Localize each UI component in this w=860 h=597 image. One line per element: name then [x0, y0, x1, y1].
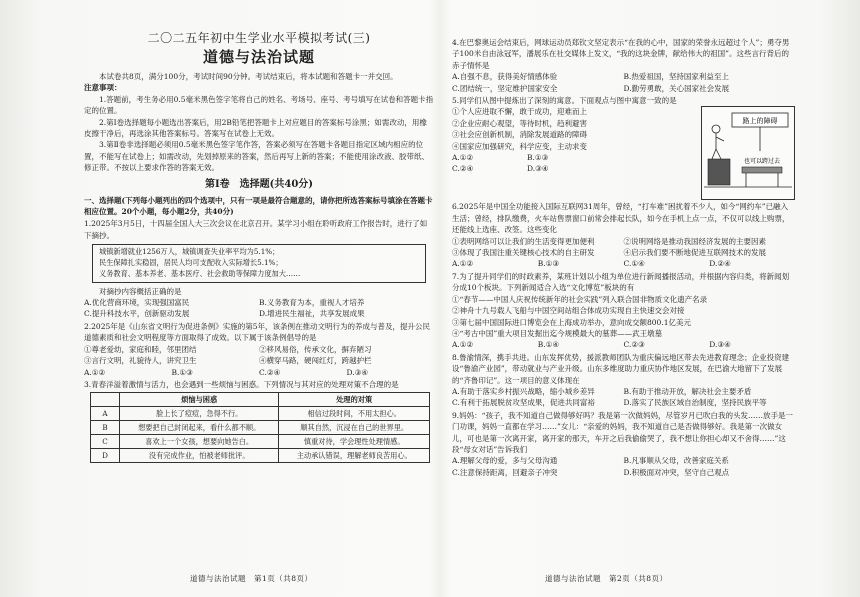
table-row	[91, 449, 430, 463]
question-5-list	[452, 106, 695, 200]
option-b: B.①④	[537, 340, 560, 350]
option-d: D.③④	[709, 340, 731, 350]
row-label: B	[91, 421, 120, 435]
question-1-prompt: 对摘抄内容概括正确的是	[99, 286, 182, 296]
question-4-options	[452, 71, 795, 94]
statement-item: ②企业应耐心观望，等待时机，趋利避害	[452, 118, 587, 128]
row-label: A	[91, 407, 120, 421]
statement-item: ④启示我们要不断地促进互联网技术的发展	[623, 248, 766, 258]
statement-item: ②移风易俗，传承文化，摒弃陋习	[259, 344, 372, 354]
cartoon-bottom-label: 也可以跨过去	[743, 158, 781, 166]
statement-item: ④国家应加强研究，科学应变，主动求变	[452, 141, 587, 151]
option-d: D.勤劳勇敢，关心国家社会发展	[623, 83, 730, 93]
option-d: D.落实了民族区域自治制度，坚持民族平等	[623, 398, 767, 408]
page-2	[452, 37, 795, 478]
table-header: 处理的对策	[279, 393, 430, 407]
page-2-footer: 道德与法治试题 第2页（共8页）	[545, 574, 668, 583]
statement-item: ②神舟十九号载人飞船与中国空间站组合体成功实现自主快速交会对接	[452, 306, 685, 316]
table-row	[91, 421, 430, 435]
excerpt-line: 民生保障扎实稳固，居民人均可支配收入实际增长5.1%；	[99, 258, 283, 268]
question-5-body	[452, 106, 795, 200]
option-d: D.积极面对冲突，坚守自己观点	[623, 467, 730, 477]
exam-title: 二〇二五年初中生学业水平模拟考试(三)	[147, 31, 371, 45]
option-b: B.义务教育为本，重视人才培养	[259, 298, 365, 308]
statement-item: ④横穿马路，硬闯红灯，跨越护栏	[259, 356, 372, 366]
option-a: A.优化营商环境，实现强国富民	[84, 298, 190, 308]
page-1	[84, 30, 434, 463]
question-7-options	[452, 339, 795, 350]
note-item: 2.第Ⅰ卷选择题每小题选出答案后，用2B铅笔把答题卡上对应题目的答案标号涂黑；如需改动，用橡皮擦干净后，再选涂其他答案标号。答案写在试卷上无效。	[84, 117, 427, 139]
option-c: C.①④	[623, 259, 645, 269]
option-c: C.提升科技水平，创新驱动发展	[84, 309, 190, 319]
question-2-stem: 2.2025年是《山东省文明行为促进条例》实施的第5年，该条例在推动文明行为的养成与普及，提升公民道德素质和社会文明程度等方面取得了成效。以下属于该条例倡导的是	[84, 321, 431, 343]
question-8-stem: 8.鲁渝情深，携手共进。山东发挥优势，援派教师团队为重庆偏远地区带去先进教育理念；企业投资建设“鲁渝产业园”，带动就业与产业升级。山东多维度助力重庆协作地区发展，在巴渝大地留下了发展的“齐鲁印记”。这一项目的意义体现在	[452, 352, 790, 385]
option-a: A.有助于落实乡村振兴战略，缩小城乡差异	[452, 386, 595, 396]
option-c: C.②③	[623, 340, 645, 350]
option-a: A.自强不息，获得美好情感体验	[452, 72, 558, 82]
statement-item: ②说明网络是推动我国经济发展的主要因素	[623, 236, 766, 246]
option-a: A.①②	[452, 153, 474, 163]
solution-cell: 顺其自然，沉浸在自己的世界里。	[279, 421, 430, 435]
option-c: C.注意保持距离，回避亲子冲突	[452, 467, 558, 477]
note-item: 3.第Ⅱ卷非选择题必须用0.5毫米黑色签字笔作答，答案必须写在答题卡各题目指定区域内相应的位置，不能写在试卷上；如需改动，先划掉原来的答案，然后再写上新的答案；不能使用涂改液、胶带纸、修正带。不按以上要求作答的答案无效。	[84, 140, 429, 173]
statement-item: ①表明网络可以让我们的生活变得更加便利	[452, 236, 595, 246]
question-9-stem: 9.妈妈：“孩子，我不知道自己做得够好吗？我是第一次做妈妈，尽管岁月已吹白我的头发……放手是一门功课，妈妈一直都在学习……”女儿：“亲爱的妈妈，我不知道自己是否做得够好。我是第一次做女儿，可也是第一次离开家，离开家的那天，车开之后我偷偷哭了，我不想让你担心却又不舍得……”这段“母女对话”告诉我们	[452, 410, 793, 454]
option-a: A.①②	[452, 259, 474, 269]
question-3-table	[90, 392, 430, 463]
exam-intro: 本试卷共8页，满分100分，考试时间90分钟。考试结束后，将本试题和答题卡一并交回。	[99, 72, 398, 81]
table-corner	[91, 393, 120, 407]
exam-subtitle: 道德与法治试题	[202, 48, 315, 66]
question-7-stem: 7.为了提升同学们的时政素养，某班计划以小组为单位进行新闻播报活动，并根据内容归类，将新闻划分成10个板块。下列新闻适合入选“文化博览”板块的有	[452, 271, 790, 293]
solution-cell: 慎重对待，学会理性处理情感。	[279, 435, 430, 449]
table-row	[91, 407, 430, 421]
question-9-options	[452, 455, 795, 478]
question-5-stem: 5.同学们从图中提炼出了深刻的寓意。下面观点与图中寓意一致的是	[452, 96, 677, 106]
statement-item: ①“春节——中国人庆祝传统新年的社会实践”列入联合国非物质文化遗产名录	[452, 294, 708, 304]
option-d: D.增进民生福祉，共享发展成果	[259, 309, 365, 319]
trouble-cell: 喜欢上一个女孩，想要向她告白。	[120, 435, 279, 449]
option-b: B.①③	[527, 153, 549, 163]
option-b: B.①③	[537, 259, 560, 269]
option-d: D.②④	[709, 259, 731, 269]
question-1-stem: 1.2025年3月5日，十四届全国人大三次会议在北京召开。某学习小组在聆听政府工作报告时，进行了如下摘抄。	[84, 219, 428, 240]
cartoon-sign-label: 路上的障碍	[742, 117, 778, 126]
table-row	[91, 435, 430, 449]
option-a: A.理解父母的爱，多与父母沟通	[452, 456, 558, 466]
option-c: C.有利于拓展脱贫攻坚成果，促进共同富裕	[452, 398, 595, 408]
table-header: 烦恼与困惑	[120, 393, 279, 407]
option-b: B.凡事顺从父母，改善家庭关系	[623, 456, 729, 466]
note-item: 1.答题前，考生务必用0.5毫米黑色签字笔将自己的姓名、考场号、座号、考号填写在试卷和答题卡指定的位置。	[84, 94, 434, 116]
option-b: B.有助于推动开放，解决社会主要矛盾	[623, 386, 752, 396]
excerpt-line: 义务教育、基本养老、基本医疗、社会救助等保障力度加大……	[99, 268, 301, 278]
question-3-stem: 3.青春洋溢着激情与活力，也会遇到一些烦恼与困惑。下列情况与其对应的处理对策不合理的是	[84, 379, 399, 389]
question-6-stem: 6.2025年是中国全功能接入国际互联网31周年，曾经，“打车难”困扰着不少人，如今“网约车”已融入生活；曾经，排队缴费，火车站售票窗口前常会排起长队，如今在手机上点一点，不仅可以线上购票，还能线上选座、改签。这些变化	[452, 202, 790, 235]
question-4-stem: 4.在巴黎奥运会结束后，网球运动员郑钦文坚定表示“在我的心中，国家的荣誉永远超过个人”；勇夺男子100米自由泳冠军，潘展乐在社交媒体上发文，“我的这块金牌，献给伟大的祖国”。这些言行背后的赤子情怀是	[452, 38, 790, 70]
solution-cell: 相信过段时间，不用太担心。	[279, 407, 430, 421]
question-8-options	[452, 386, 795, 409]
excerpt-line: 城镇新增就业1256万人，城镇调查失业率平均为5.1%；	[99, 247, 280, 257]
page-1-footer: 道德与法治试题 第1页（共8页）	[190, 574, 313, 583]
statement-item: ③言行文明，礼貌待人，讲究卫生	[84, 356, 197, 366]
question-6-options	[452, 258, 795, 269]
obstacle-cartoon	[701, 106, 795, 200]
statement-item: ①个人应进取不懈，敢于成功，迎难而上	[452, 107, 587, 117]
option-a: A.①②	[84, 367, 106, 377]
statement-item: ③第七届中国国际进口博览会在上海成功举办，意向成交额800.1亿美元	[452, 317, 691, 327]
option-a: A.①②	[452, 340, 474, 350]
row-label: D	[91, 449, 120, 463]
statement-item: ④“考古中国”重大项目发掘出迄今规模最大的墓葬——武王墩墓	[452, 328, 663, 338]
option-d: D.③④	[346, 367, 369, 377]
trouble-cell: 想要把自己封闭起来，看什么都不顺。	[120, 421, 279, 435]
option-b: B.热爱祖国，坚持国家利益至上	[623, 72, 729, 82]
solution-cell: 主动承认错误，理解老师良苦用心。	[279, 449, 430, 463]
option-c: C.②④	[452, 164, 474, 174]
question-1-excerpt-box	[92, 244, 426, 282]
trouble-cell: 脸上长了痘痘，急得不行。	[120, 407, 279, 421]
table-header-row	[91, 393, 430, 407]
option-c: C.团结统一，坚定维护国家安全	[452, 83, 558, 93]
section-instruction: 一、选择题(下列每小题列出的四个选项中，只有一项是最符合题意的，请你把所选答案标号填涂在答题卡相应位置。20个小题，每小题2分，共40分)	[84, 195, 433, 217]
row-label: C	[91, 435, 120, 449]
statement-item: ③社会应创新机制，消除发展道路的障碍	[452, 130, 587, 140]
option-c: C.②④	[259, 367, 281, 377]
option-b: B.①③	[171, 367, 193, 377]
notes-heading: 注意事项：	[84, 83, 122, 93]
statement-item: ①尊老爱幼，家庭和睦，邻里团结	[84, 344, 197, 354]
question-2-options	[84, 367, 434, 378]
part-title: 第Ⅰ卷 选择题(共40分)	[204, 178, 314, 190]
question-6-items	[452, 236, 795, 259]
question-2-items	[84, 344, 434, 367]
question-1-options	[84, 297, 434, 320]
statement-item: ③体现了我国注重关键核心技术的自主研发	[452, 248, 595, 258]
trouble-cell: 没有完成作业，怕被老师批评。	[120, 449, 279, 463]
question-5-options	[452, 152, 602, 175]
option-d: D.③④	[527, 164, 549, 174]
